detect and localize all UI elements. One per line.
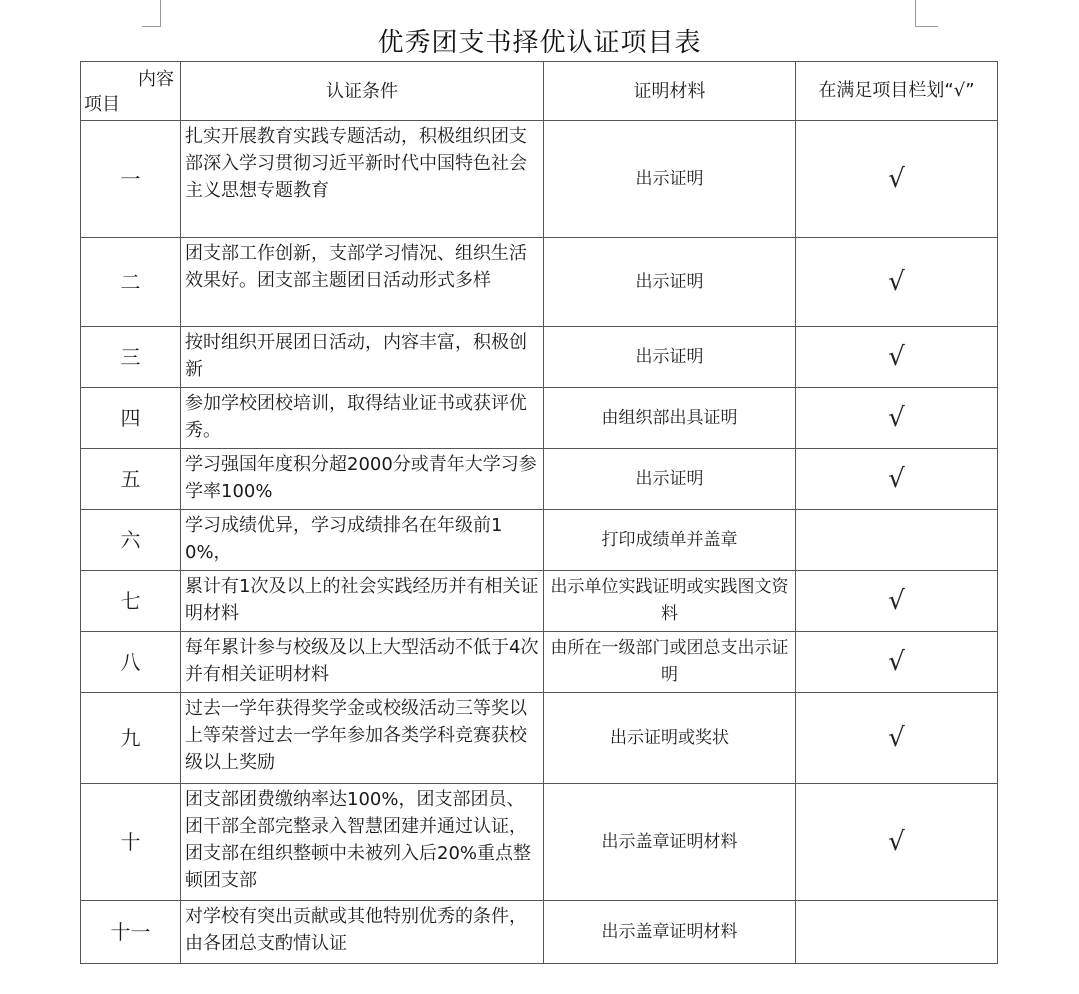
row-number: 三 <box>81 327 181 388</box>
table-row <box>81 121 998 238</box>
header-corner-cell <box>81 62 181 121</box>
row-mark: √ <box>796 632 998 693</box>
row-proof: 出示证明 <box>544 121 796 238</box>
row-proof: 打印成绩单并盖章 <box>544 510 796 571</box>
row-proof: 出示盖章证明材料 <box>544 784 796 901</box>
row-condition: 每年累计参与校级及以上大型活动不低于4次并有相关证明材料 <box>181 632 544 693</box>
row-mark: √ <box>796 388 998 449</box>
row-condition: 累计有1次及以上的社会实践经历并有相关证明材料 <box>181 571 544 632</box>
table-row <box>81 571 998 632</box>
row-condition: 团支部团费缴纳率达100%，团支部团员、团干部全部完整录入智慧团建并通过认证，团支部在组织整顿中未被列入后20%重点整顿团支部 <box>181 784 544 901</box>
row-condition: 过去一学年获得奖学金或校级活动三等奖以上等荣誉过去一学年参加各类学科竞赛获校级以上奖励 <box>181 693 544 784</box>
table-row <box>81 784 998 901</box>
header-condition: 认证条件 <box>181 62 544 121</box>
row-number: 五 <box>81 449 181 510</box>
row-proof: 出示证明 <box>544 238 796 327</box>
row-number: 一 <box>81 121 181 238</box>
row-condition: 对学校有突出贡献或其他特别优秀的条件，由各团总支酌情认证 <box>181 901 544 964</box>
row-mark <box>796 901 998 964</box>
row-number: 四 <box>81 388 181 449</box>
table-row <box>81 510 998 571</box>
table-row <box>81 632 998 693</box>
table-row <box>81 327 998 388</box>
row-proof: 出示盖章证明材料 <box>544 901 796 964</box>
row-proof: 出示证明 <box>544 449 796 510</box>
row-mark: √ <box>796 571 998 632</box>
header-mark: 在满足项目栏划“√” <box>796 62 998 121</box>
row-mark: √ <box>796 693 998 784</box>
table-row <box>81 388 998 449</box>
header-corner-top-label: 内容 <box>138 69 174 90</box>
row-proof: 出示单位实践证明或实践图文资料 <box>544 571 796 632</box>
table-row <box>81 693 998 784</box>
document-title: 优秀团支书择优认证项目表 <box>377 28 702 58</box>
row-mark: √ <box>796 784 998 901</box>
row-proof: 出示证明 <box>544 327 796 388</box>
row-mark: √ <box>796 238 998 327</box>
row-condition: 按时组织开展团日活动，内容丰富，积极创新 <box>181 327 544 388</box>
row-proof: 由所在一级部门或团总支出示证明 <box>544 632 796 693</box>
row-mark: √ <box>796 449 998 510</box>
row-number: 八 <box>81 632 181 693</box>
table-row <box>81 901 998 964</box>
row-number: 七 <box>81 571 181 632</box>
row-condition: 扎实开展教育实践专题活动，积极组织团支部深入学习贯彻习近平新时代中国特色社会主义思想专题教育 <box>181 121 544 238</box>
row-condition: 学习成绩优异，学习成绩排名在年级前10%， <box>181 510 544 571</box>
row-number: 九 <box>81 693 181 784</box>
row-number: 十一 <box>81 901 181 964</box>
header-proof: 证明材料 <box>544 62 796 121</box>
row-number: 十 <box>81 784 181 901</box>
table-row <box>81 238 998 327</box>
row-mark: √ <box>796 121 998 238</box>
table-header-row <box>81 62 998 121</box>
row-mark <box>796 510 998 571</box>
row-mark: √ <box>796 327 998 388</box>
row-condition: 学习强国年度积分超2000分或青年大学习参学率100% <box>181 449 544 510</box>
header-corner-bottom-label: 项目 <box>84 94 120 115</box>
certification-table <box>80 61 998 964</box>
row-condition: 参加学校团校培训，取得结业证书或获评优秀。 <box>181 388 544 449</box>
row-proof: 出示证明或奖状 <box>544 693 796 784</box>
row-number: 二 <box>81 238 181 327</box>
row-number: 六 <box>81 510 181 571</box>
row-proof: 由组织部出具证明 <box>544 388 796 449</box>
table-row <box>81 449 998 510</box>
row-condition: 团支部工作创新，支部学习情况、组织生活效果好。团支部主题团日活动形式多样 <box>181 238 544 327</box>
